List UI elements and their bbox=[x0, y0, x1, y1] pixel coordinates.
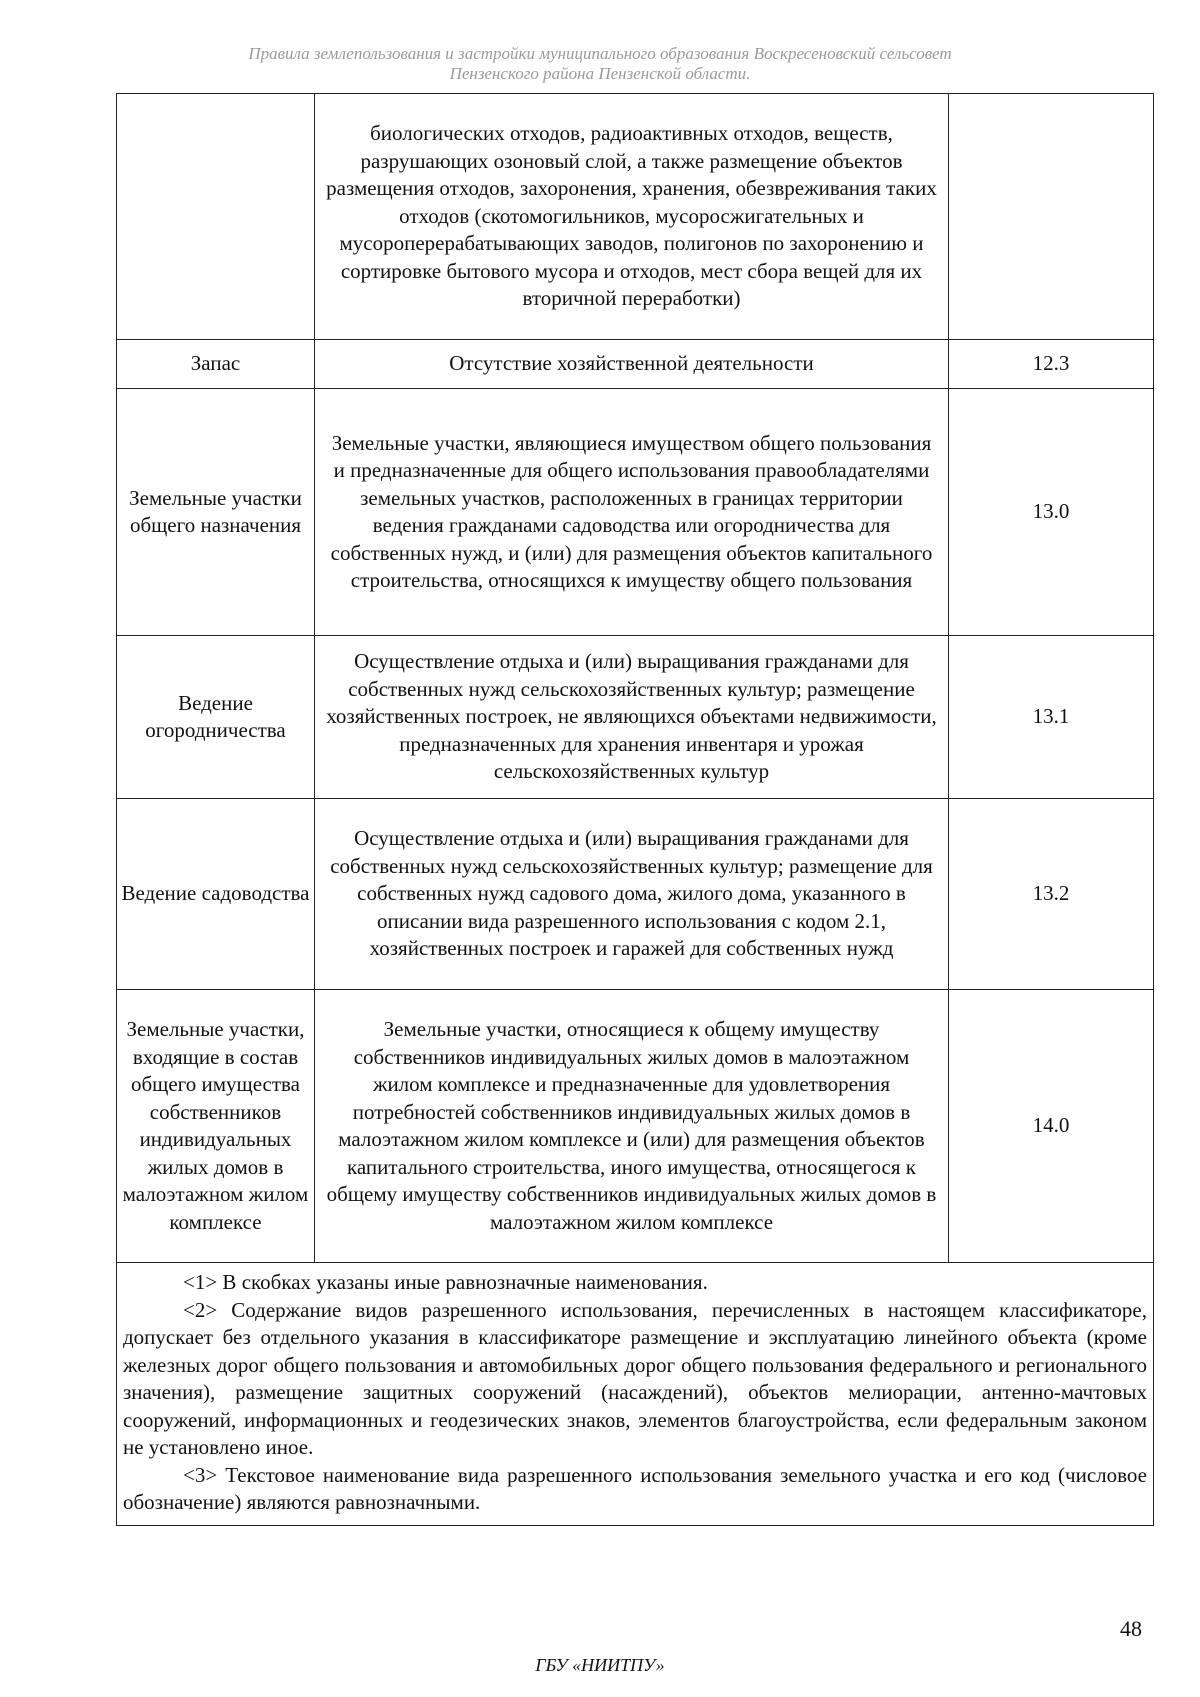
row-description-cell: Осуществление отдыха и (или) выращивания гражданами для собственных нужд сельскохозяйственных культур; размещение хозяйственных построек, не являющихся объектами недвижимости, предназначенных для хранения инвентаря и урожая сельскохозяйственных культур bbox=[315, 636, 949, 799]
row-code-cell bbox=[949, 94, 1154, 340]
notes-cell bbox=[117, 1263, 1154, 1526]
row-code-cell: 12.3 bbox=[949, 340, 1154, 389]
row-name-cell: Земельные участки общего назначения bbox=[117, 389, 315, 636]
table-row bbox=[117, 990, 1154, 1263]
notes-row bbox=[117, 1263, 1154, 1526]
row-name-cell: Земельные участки, входящие в состав общего имущества собственников индивидуальных жилых домов в малоэтажном жилом комплексе bbox=[117, 990, 315, 1263]
row-name-cell: Ведение огородничества bbox=[117, 636, 315, 799]
row-description-cell: Земельные участки, являющиеся имуществом общего пользования и предназначенные для общего использования правообладателями земельных участков, расположенных в границах территории ведения гражданами садоводства или огородничества для собственных нужд, и (или) для размещения объектов капитального строительства, относящихся к имуществу общего пользования bbox=[315, 389, 949, 636]
row-code-cell: 13.0 bbox=[949, 389, 1154, 636]
running-header bbox=[0, 44, 1200, 84]
table-row bbox=[117, 94, 1154, 340]
page-footer: ГБУ «НИИТПУ» bbox=[535, 1655, 665, 1675]
row-code-cell: 13.1 bbox=[949, 636, 1154, 799]
table-row bbox=[117, 799, 1154, 990]
header-line-2: Пензенского района Пензенской области. bbox=[449, 64, 751, 83]
header-line-1: Правила землепользования и застройки муниципального образования Воскресеновский сельсовет bbox=[248, 44, 952, 63]
table-row bbox=[117, 389, 1154, 636]
land-use-table bbox=[116, 93, 1154, 1526]
row-description-cell: Осуществление отдыха и (или) выращивания гражданами для собственных нужд сельскохозяйственных культур; размещение для собственных нужд садового дома, жилого дома, указанного в описании вида разрешенного использования с кодом 2.1, хозяйственных построек и гаражей для собственных нужд bbox=[315, 799, 949, 990]
row-description-cell: Отсутствие хозяйственной деятельности bbox=[315, 340, 949, 389]
table-row bbox=[117, 636, 1154, 799]
footnote-3: <3> Текстовое наименование вида разрешенного использования земельного участка и его код (числовое обозначение) являются равнозначными. bbox=[123, 1462, 1147, 1514]
page-number: 48 bbox=[1120, 1616, 1142, 1641]
row-code-cell: 14.0 bbox=[949, 990, 1154, 1263]
row-code-cell: 13.2 bbox=[949, 799, 1154, 990]
row-name-cell bbox=[117, 94, 315, 340]
row-description-cell: биологических отходов, радиоактивных отходов, веществ, разрушающих озоновый слой, а также размещение объектов размещения отходов, захоронения, хранения, обезвреживания таких отходов (скотомогильников, мусоросжигательных и мусороперерабатывающих заводов, полигонов по захоронению и сортировке бытового мусора и отходов, мест сбора вещей для их вторичной переработки) bbox=[315, 94, 949, 340]
table-row bbox=[117, 340, 1154, 389]
row-name-cell: Ведение садоводства bbox=[117, 799, 315, 990]
row-name-cell: Запас bbox=[117, 340, 315, 389]
row-description-cell: Земельные участки, относящиеся к общему имуществу собственников индивидуальных жилых домов в малоэтажном жилом комплексе и предназначенные для удовлетворения потребностей собственников индивидуальных жилых домов в малоэтажном жилом комплексе и (или) для размещения объектов капитального строительства, иного имущества, относящегося к общему имуществу собственников индивидуальных жилых домов в малоэтажном жилом комплексе bbox=[315, 990, 949, 1263]
footnote-1: <1> В скобках указаны иные равнозначные наименования. bbox=[183, 1270, 708, 1294]
footnote-2: <2> Содержание видов разрешенного использования, перечисленных в настоящем классификаторе, допускает без отдельного указания в классификаторе размещение и эксплуатацию линейного объекта (кроме железных дорог общего пользования и автомобильных дорог общего пользования федерального и регионального значения), размещение защитных сооружений (насаждений), объектов мелиорации, антенно-мачтовых сооружений, информационных и геодезических знаков, элементов благоустройства, если федеральным законом не установлено иное. bbox=[123, 1297, 1147, 1459]
